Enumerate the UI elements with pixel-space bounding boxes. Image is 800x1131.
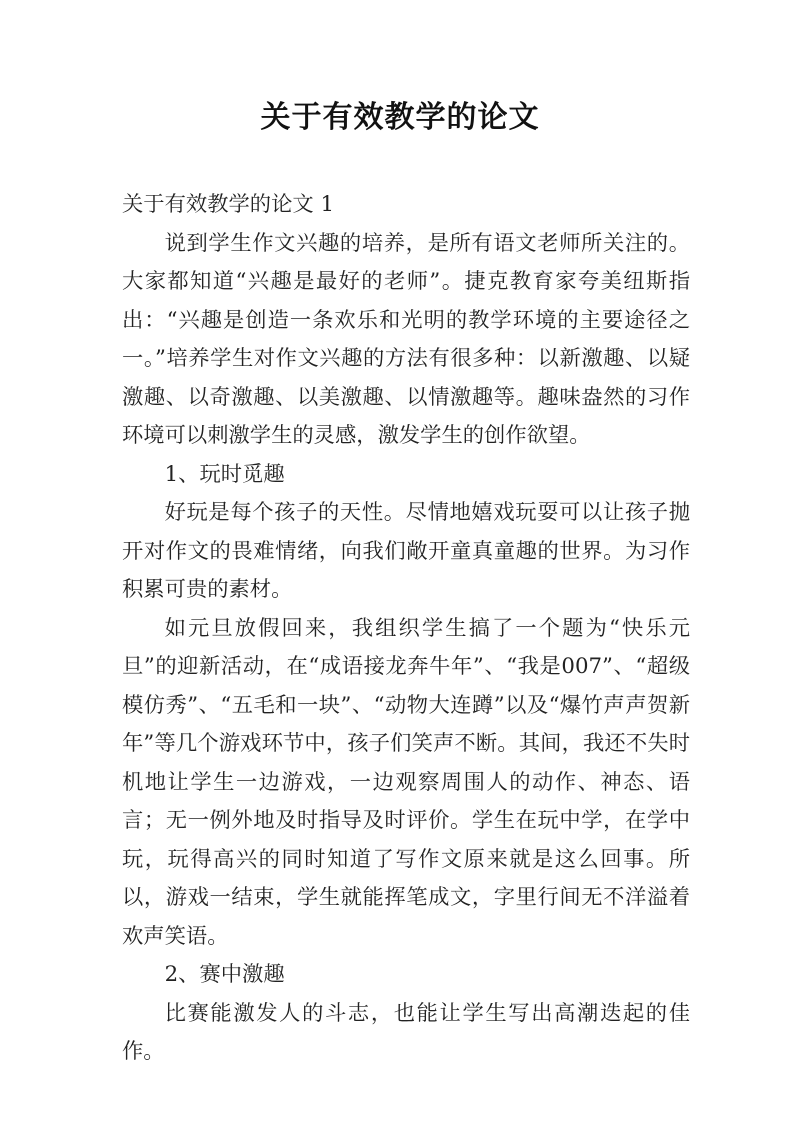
- document-body: [122, 186, 690, 1072]
- document-title: 关于有效教学的论文: [260, 100, 540, 135]
- section-heading: 关于有效教学的论文 1: [122, 192, 334, 217]
- paragraph-intro: 说到学生作文兴趣的培养，是所有语文老师所关注的。大家都知道“兴趣是最好的老师”。捷克教育家夸美纽斯指出：“兴趣是创造一条欢乐和光明的教学环境的主要途径之一。”培养学生对作文兴趣的方法有很多种：以新激趣、以疑激趣、以奇激趣、以美激趣、以情激趣等。趣味盎然的习作环境可以刺激学生的灵感，激发学生的创作欲望。: [122, 230, 690, 448]
- subheading-1: 1、玩时觅趣: [164, 461, 285, 487]
- paragraph-example: 如元旦放假回来，我组织学生搞了一个题为“快乐元旦”的迎新活动，在“成语接龙奔牛年”、“我是007”、“超级模仿秀”、“五毛和一块”、“动物大连蹲”以及“爆竹声声贺新年”等几个游戏环节中，孩子们笑声不断。其间，我还不失时机地让学生一边游戏，一边观察周围人的动作、神态、语言；无一例外地及时指导及时评价。学生在玩中学，在学中玩，玩得高兴的同时知道了写作文原来就是这么回事。所以，游戏一结束，学生就能挥笔成文，字里行间无不洋溢着欢声笑语。: [122, 615, 691, 949]
- subheading-2: 2、赛中激趣: [164, 962, 285, 987]
- paragraph-play: 好玩是每个孩子的天性。尽情地嬉戏玩耍可以让孩子抛开对作文的畏难情绪，向我们敞开童真童趣的世界。为习作积累可贵的素材。: [122, 500, 690, 602]
- paragraph-competition: 比赛能激发人的斗志，也能让学生写出高潮迭起的佳作。: [122, 1000, 690, 1064]
